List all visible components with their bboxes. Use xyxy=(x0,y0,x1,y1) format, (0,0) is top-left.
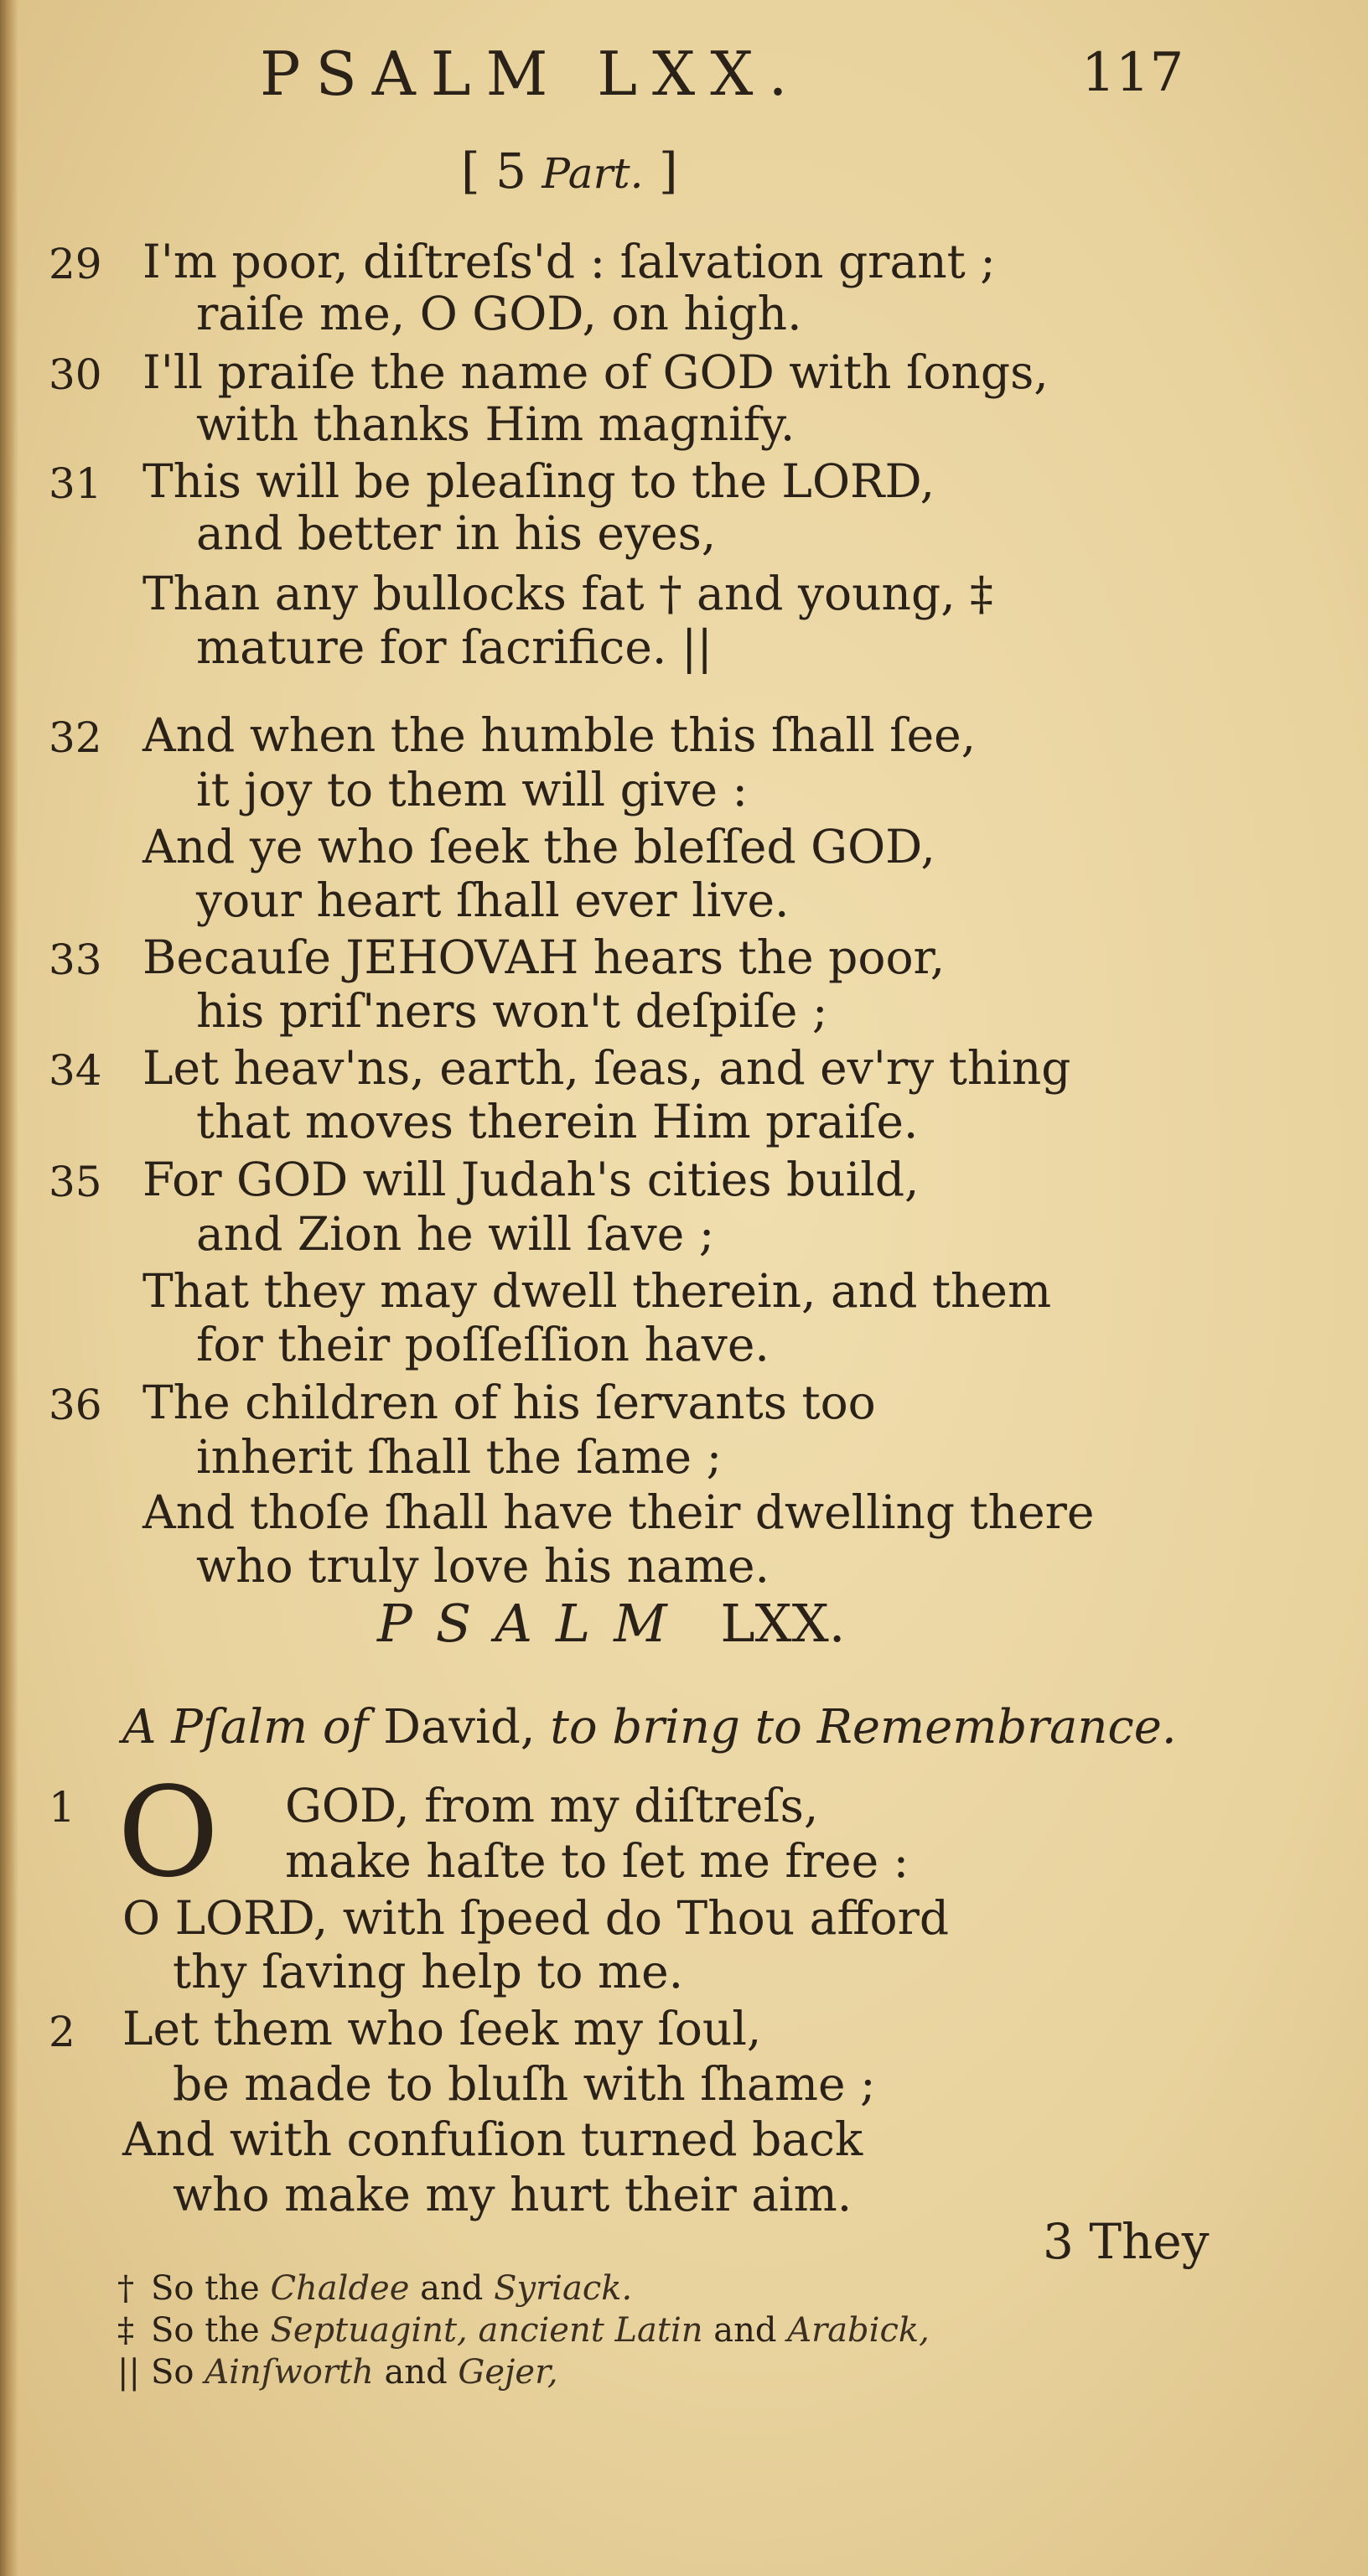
verse-line: And ye who ſeek the bleſſed GOD, xyxy=(142,820,935,873)
verse-line: be made to bluſh with ſhame ; xyxy=(173,2057,876,2111)
verse-line: And when the humble this ſhall ſee, xyxy=(142,708,977,762)
verse-number: 32 xyxy=(49,713,102,762)
verse-number: 34 xyxy=(49,1046,102,1095)
catchword: 3 They xyxy=(1043,2213,1210,2270)
verse-line: make haſte to ſet me free : xyxy=(285,1834,909,1888)
verse-line: I'll praiſe the name of GOD with ſongs, xyxy=(142,345,1049,399)
book-gutter xyxy=(0,0,18,2576)
subtitle-name: David, xyxy=(383,1700,536,1754)
verse-line: I'm poor, diſtreſs'd : ſalvation grant ; xyxy=(142,235,996,288)
verse-line: and Zion he will ſave ; xyxy=(196,1207,715,1261)
verse-line: his priſ'ners won't deſpiſe ; xyxy=(196,984,828,1038)
verse-number: 1 xyxy=(49,1783,75,1832)
footnote: † So the Chaldee and Syriack. xyxy=(117,2269,633,2308)
verse-line: And thoſe ſhall have their dwelling there xyxy=(142,1485,1095,1539)
verse-line: with thanks Him magnify. xyxy=(196,397,795,451)
running-head-title: PSALM LXX. xyxy=(260,39,803,109)
part-label xyxy=(461,143,678,200)
verse-line: Than any bullocks fat † and young, ‡ xyxy=(142,567,993,620)
verse-line: And with confuſion turned back xyxy=(122,2112,863,2166)
verse-line: and better in his eyes, xyxy=(196,506,717,560)
verse-line: that moves therein Him praiſe. xyxy=(196,1095,919,1148)
verse-line: Let heav'ns, earth, ſeas, and ev'ry thing xyxy=(142,1041,1071,1095)
page-number: 117 xyxy=(1081,42,1184,104)
verse-line: That they may dwell therein, and them xyxy=(142,1264,1052,1318)
verse-line: The children of his ſervants too xyxy=(142,1376,876,1429)
verse-line: mature for ſacrifice. || xyxy=(196,620,712,674)
verse-line: it joy to them will give : xyxy=(196,763,749,816)
verse-line: raiſe me, O GOD, on high. xyxy=(196,287,802,340)
footnote-mark: ‡ xyxy=(117,2311,134,2350)
footnote-mark: || xyxy=(117,2353,140,2392)
verse-number: 35 xyxy=(49,1158,102,1206)
psalm-word: PSALM xyxy=(377,1593,691,1654)
verse-number: 30 xyxy=(49,350,102,399)
verse-line: who truly love his name. xyxy=(196,1539,770,1593)
subtitle-part1: A Pſalm of xyxy=(122,1700,369,1754)
part-bracket-open: [ 5 xyxy=(461,143,526,200)
psalm-numeral: LXX. xyxy=(720,1593,846,1654)
verse-number: 36 xyxy=(49,1381,102,1429)
footnote-mark: † xyxy=(117,2269,134,2308)
part-bracket-close: ] xyxy=(658,143,678,200)
part-word: Part. xyxy=(542,149,644,198)
verse-line: O LORD, with ſpeed do Thou afford xyxy=(122,1891,950,1945)
verse-line: inherit ſhall the ſame ; xyxy=(196,1430,723,1484)
verse-line: Becauſe JEHOVAH hears the poor, xyxy=(142,930,946,984)
verse-number: 31 xyxy=(49,459,102,508)
verse-line: For GOD will Judah's cities build, xyxy=(142,1153,920,1206)
verse-number: 2 xyxy=(49,2008,75,2056)
footnote: ‡ So the Septuagint, ancient Latin and Arabick, xyxy=(117,2311,930,2350)
verse-line: thy ſaving help to me. xyxy=(173,1945,684,1998)
verse-number: 33 xyxy=(49,936,102,984)
drop-cap: O xyxy=(117,1760,220,1905)
verse-line: for their poſſeſſion have. xyxy=(196,1318,770,1371)
verse-line: who make my hurt their aim. xyxy=(173,2168,852,2221)
psalm-heading xyxy=(377,1593,846,1654)
subtitle-part2: to bring to Remembrance. xyxy=(550,1700,1177,1754)
verse-line: This will be pleaſing to the LORD, xyxy=(142,454,935,508)
verse-line: Let them who ſeek my ſoul, xyxy=(122,2002,762,2055)
verse-line: your heart ſhall ever live. xyxy=(196,873,790,927)
verse-line: GOD, from my diſtreſs, xyxy=(285,1779,819,1832)
verse-number: 29 xyxy=(49,240,102,288)
psalm-subtitle xyxy=(122,1700,1177,1754)
footnote: || So Ainſworth and Gejer, xyxy=(117,2353,558,2392)
